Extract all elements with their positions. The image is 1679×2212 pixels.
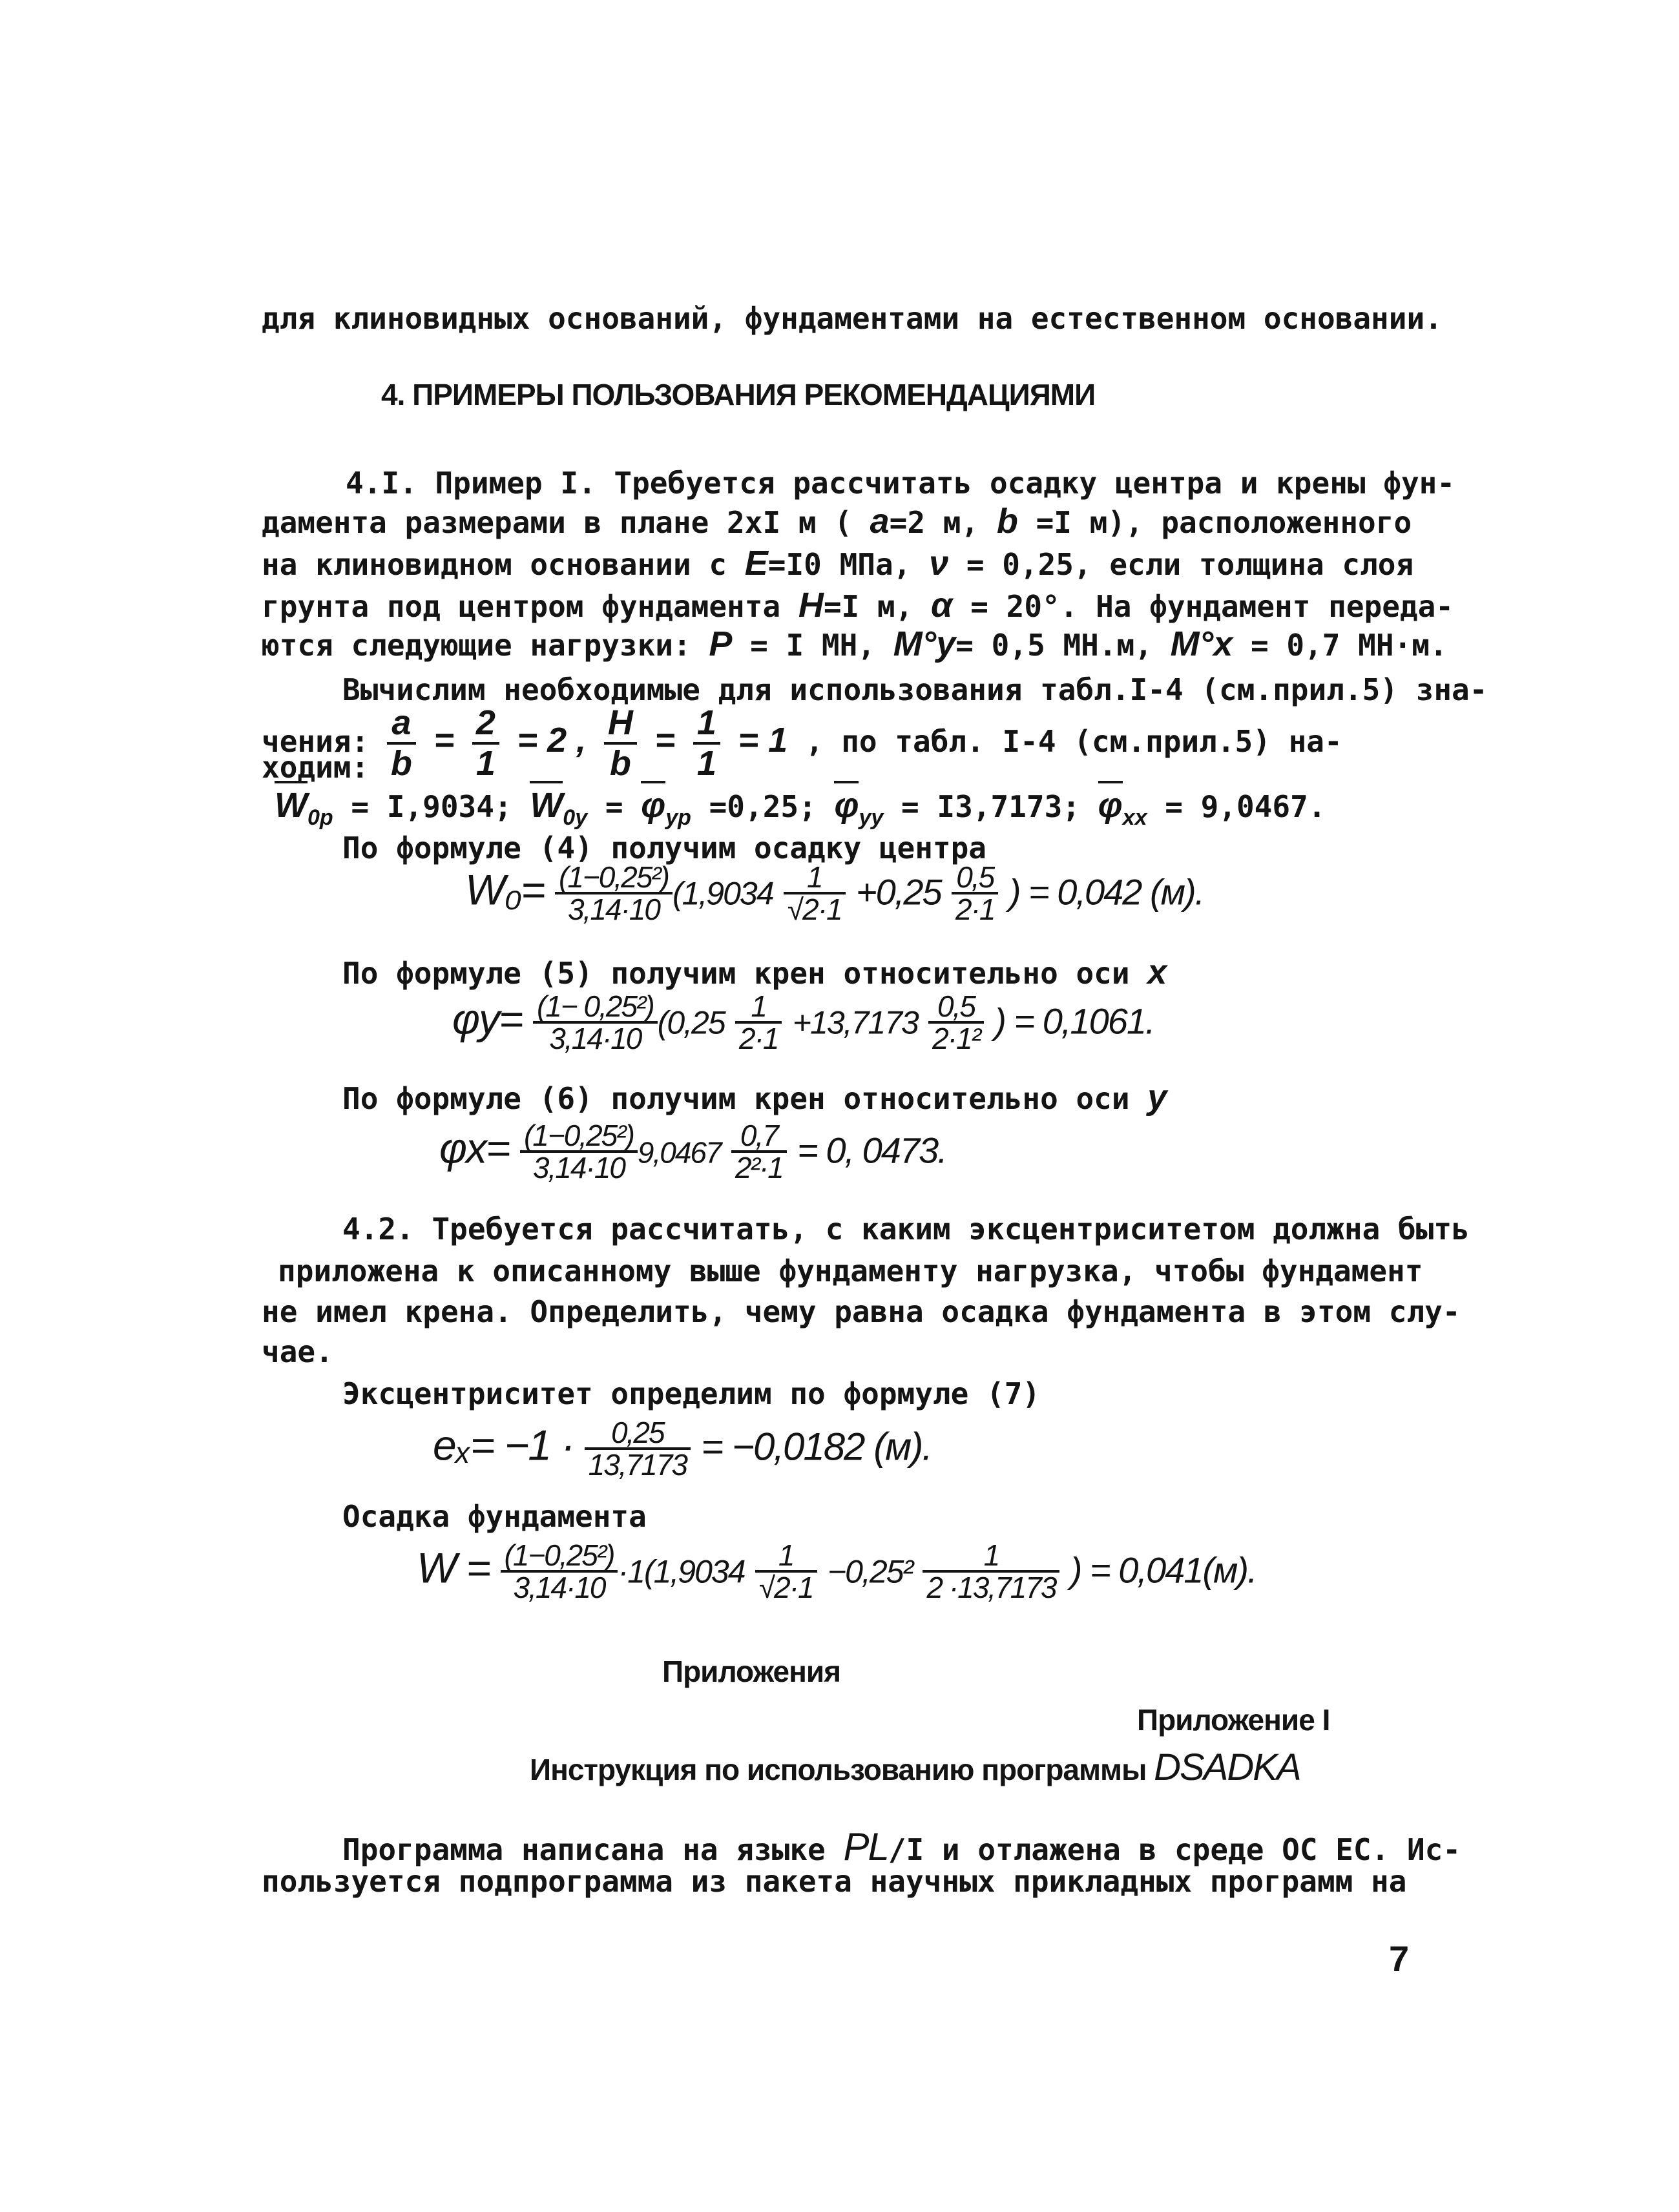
example1-line-4: грунта под центром фундамента H=I м, α = 20°. На фундамент переда-: [262, 586, 1454, 625]
example1-line-3: на клиновидном основании с E=I0 МПа, ν = 0,25, если толщина слоя: [262, 544, 1414, 583]
example1-line-2: дамента размерами в плане 2xI м ( a=2 м, b =I м), расположенного: [262, 502, 1412, 541]
example1-line-1: 4.I. Пример I. Требуется рассчитать осадку центра и крены фун-: [346, 466, 1455, 501]
fraction-2-1: $\frac{2}{1}$: [472, 704, 499, 783]
formula-6: φx= $\frac{\text{(1−0,25²)}}{3,14\cdot 10}$ 9,0467 $\frac{0,7}{\text{2²·1}}$ = 0, 0473.: [439, 1119, 946, 1184]
calc-line-1: Вычислим необходимые для использования табл.I-4 (см.прил.5) зна-: [342, 672, 1488, 707]
example1-line-5: ются следующие нагрузки: P = I МН, M°y= 0,5 МН.м, M°x = 0,7 МН·м.: [262, 625, 1448, 663]
formula-6-label: По формуле (6) получим крен относительно оси y: [342, 1078, 1167, 1117]
formula-4: W₀= $\frac{\text{(1−0,25²)}}{3,14\cdot 10}$ (1,9034 $\frac{1}{√2\cdot 1}$ +0,25 $\frac{0,5}{2\cdot 1}$ ) = 0,042 (м).: [465, 860, 1204, 926]
section-title: 4. ПРИМЕРЫ ПОЛЬЗОВАНИЯ РЕКОМЕНДАЦИЯМИ: [381, 378, 1096, 411]
example2-line-5: Эксцентриситет определим по формуле (7): [342, 1376, 1041, 1411]
appendix-label: Приложение I: [1137, 1703, 1330, 1737]
settlement-formula: W = $\frac{\text{(1−0,25²)}}{3,14\cdot 10}$ ·1(1,9034 $\frac{1}{√2\cdot 1}$ −0,25² $\frac{1}{2 \cdot 13,7173}$ ) = 0,041(м).: [417, 1538, 1257, 1604]
settlement-label: Осадка фундамента: [342, 1499, 647, 1534]
formula-4-label: По формуле (4) получим осадку центра: [342, 831, 986, 865]
calc-line-2: чения: $\frac{a}{b}$ = $\frac{2}{1}$ = 2 , $\frac{H}{b}$ = $\frac{1}{1}$ = 1 , по табл. I-4 (см.прил.5) на-: [262, 703, 1342, 783]
example2-line-3: не имел крена. Определить, чему равна осадка фундамента в этом слу-: [262, 1294, 1461, 1329]
formula-5: φy= $\frac{\text{(1− 0,25²)}}{3,14\cdot 10}$ (0,25 $\frac{1}{2\cdot 1}$ +13,7173 $\frac{0,5}{\text{2·1²}}$ ) = 0,1061.: [452, 989, 1154, 1055]
fraction-H-b: $\frac{H}{b}$: [604, 704, 637, 783]
calc-line-3: ходим:: [262, 750, 370, 785]
fraction-1-1: $\frac{1}{1}$: [693, 704, 720, 783]
intro-line: для клиновидных оснований, фундаментами на естественном основании.: [262, 301, 1443, 336]
appendix-paragraph-line-2: пользуется подпрограмма из пакета научных прикладных программ на: [262, 1864, 1407, 1899]
appendix-title: Инструкция по использованию программы DSADKA: [530, 1746, 1300, 1788]
example2-line-4: чае.: [262, 1334, 333, 1369]
formula-5-label: По формуле (5) получим крен относительно оси x: [342, 953, 1167, 991]
example2-line-1: 4.2. Требуется рассчитать, с каким эксцентриситетом должна быть: [342, 1212, 1470, 1246]
fraction-a-b: $\frac{a}{b}$: [387, 704, 416, 783]
formula-7: eₓ= −1 · $\frac{0,25}{13,7173}$ = −0,0182 (м).: [433, 1416, 932, 1482]
appendix-heading: Приложения: [662, 1655, 841, 1688]
coefficient-values: $W_{0p} = I,9034$; $W_{0y} = \varphi_{yp} =0,25$; $\varphi_{yy} = I3,7173$; $\varphi_{xx} = 9,0467$.: [275, 788, 1326, 829]
page-number: 7: [1389, 1938, 1410, 1979]
appendix-paragraph-line-1: Программа написана на языке PL/I и отлажена в среде ОС ЕС. Ис-: [342, 1825, 1461, 1868]
example2-line-2: приложена к описанному выше фундаменту нагрузка, чтобы фундамент: [278, 1254, 1423, 1288]
